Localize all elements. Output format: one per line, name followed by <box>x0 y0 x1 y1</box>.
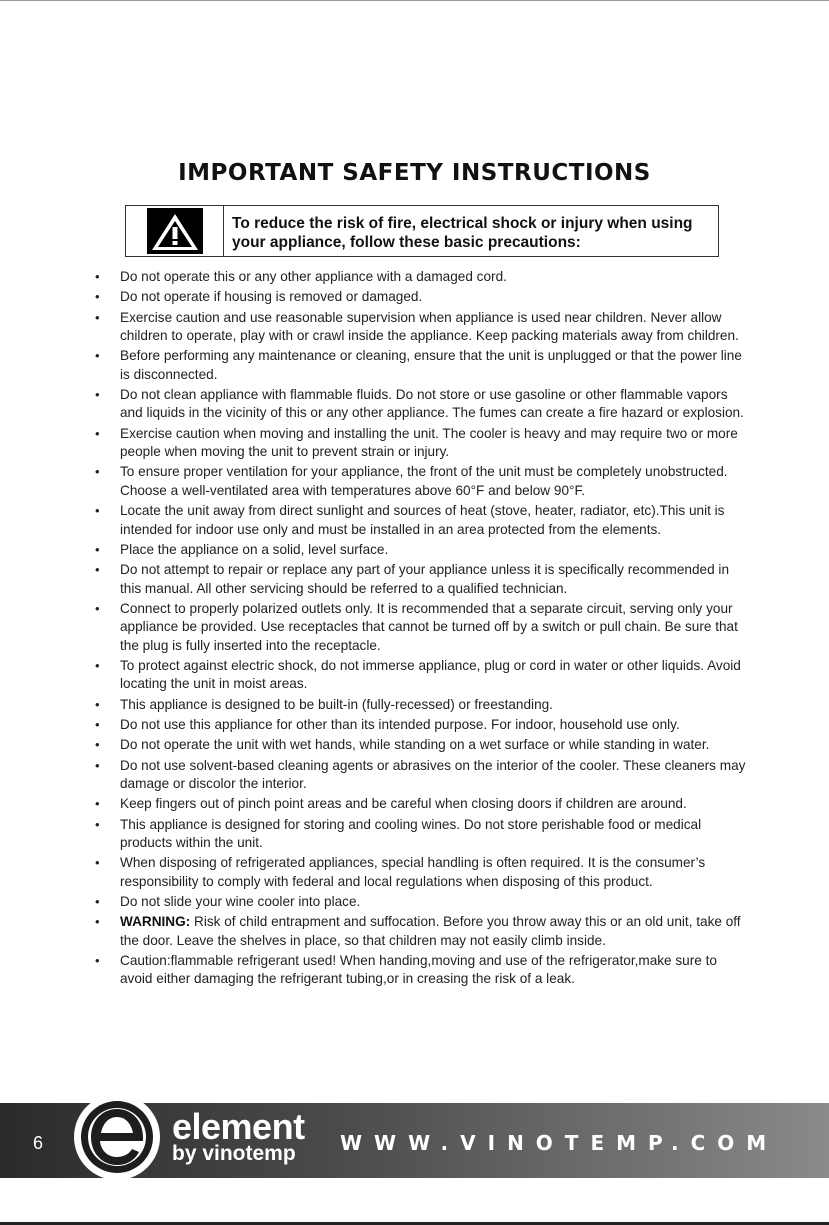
list-item: • Do not operate the unit with wet hands, while standing on a wet surface or while standing in water. <box>95 736 750 754</box>
warning-item-text: Risk of child entrapment and suffocation. Before you throw away this or an old unit, take off the door. Leave the shelves in place, so that children may not easily climb inside. <box>120 914 741 948</box>
page-title: IMPORTANT SAFETY INSTRUCTIONS <box>178 160 651 186</box>
list-item: • Place the appliance on a solid, level surface. <box>95 541 750 559</box>
page-number: 6 <box>33 1133 44 1153</box>
warning-label: WARNING: <box>120 914 191 930</box>
element-e-logo-glyph <box>77 1097 157 1177</box>
website-url: WWW.VINOTEMP.COM <box>340 1131 779 1155</box>
list-item: • Before performing any maintenance or cleaning, ensure that the unit is unplugged or that the power line is disconnected. <box>95 347 750 384</box>
list-item: • Locate the unit away from direct sunlight and sources of heat (stove, heater, radiator, etc).This unit is intended for indoor use only and must be installed in an area protected from the elements. <box>95 502 750 539</box>
list-item: • Connect to properly polarized outlets only. It is recommended that a separate circuit, serving only your appliance be provided. Use receptacles that cannot be turned off by a switch or pull chain. Be sure that the plug is fully inserted into the receptacle. <box>95 600 750 655</box>
brand-subtitle: by vinotemp <box>172 1142 296 1165</box>
list-item: • When disposing of refrigerated appliances, special handling is often required. It is the consumer’s responsibility to comply with federal and local regulations when disposing of this product. <box>95 854 750 891</box>
warning-line-2: your appliance, follow these basic precautions: <box>232 234 581 251</box>
warning-icon-cell <box>126 206 224 256</box>
caution-list-item: • Caution:flammable refrigerant used! When handing,moving and use of the refrigerator,make sure to avoid either damaging the refrigerant tubing,or in creasing the risk of a leak. <box>95 952 750 989</box>
list-item: • Do not clean appliance with flammable fluids. Do not store or use gasoline or other flammable vapors and liquids in the vicinity of this or any other appliance. The fumes can create a fire hazard or explosion. <box>95 386 750 423</box>
safety-instructions-list <box>95 268 750 991</box>
list-item: • To protect against electric shock, do not immerse appliance, plug or cord in water or other liquids. Avoid locating the unit in moist areas. <box>95 657 750 694</box>
list-item: • Exercise caution and use reasonable supervision when appliance is used near children. Never allow children to operate, play with or crawl inside the appliance. Keep packing materials away from children. <box>95 309 750 346</box>
list-item: • Do not use solvent-based cleaning agents or abrasives on the interior of the cooler. These cleaners may damage or discolor the interior. <box>95 757 750 794</box>
element-e-logo-icon <box>74 1094 160 1180</box>
warning-triangle-icon <box>147 208 203 254</box>
list-item: • Keep fingers out of pinch point areas and be careful when closing doors if children are around. <box>95 795 750 813</box>
list-item: • Do not operate this or any other appliance with a damaged cord. <box>95 268 750 286</box>
warning-text <box>224 206 693 256</box>
list-item: • Exercise caution when moving and installing the unit. The cooler is heavy and may require two or more people when moving the unit to prevent strain or injury. <box>95 425 750 462</box>
list-item: • Do not operate if housing is removed or damaged. <box>95 288 750 306</box>
list-item: • Do not attempt to repair or replace any part of your appliance unless it is specifically recommended in this manual. All other servicing should be referred to a qualified technician. <box>95 561 750 598</box>
list-item: • Do not use this appliance for other than its intended purpose. For indoor, household use only. <box>95 716 750 734</box>
list-item: • Do not slide your wine cooler into place. <box>95 893 750 911</box>
top-rule <box>0 0 829 1</box>
list-item: • This appliance is designed to be built-in (fully-recessed) or freestanding. <box>95 696 750 714</box>
list-item: • To ensure proper ventilation for your appliance, the front of the unit must be completely unobstructed. Choose a well-ventilated area with temperatures above 60°F and below 90°F. <box>95 463 750 500</box>
safety-warning-box <box>125 205 719 257</box>
list-item: • This appliance is designed for storing and cooling wines. Do not store perishable food or medical products within the unit. <box>95 816 750 853</box>
warning-line-1: To reduce the risk of fire, electrical shock or injury when using <box>232 215 693 232</box>
brand-name: element <box>172 1106 305 1147</box>
warning-list-item <box>95 913 750 950</box>
